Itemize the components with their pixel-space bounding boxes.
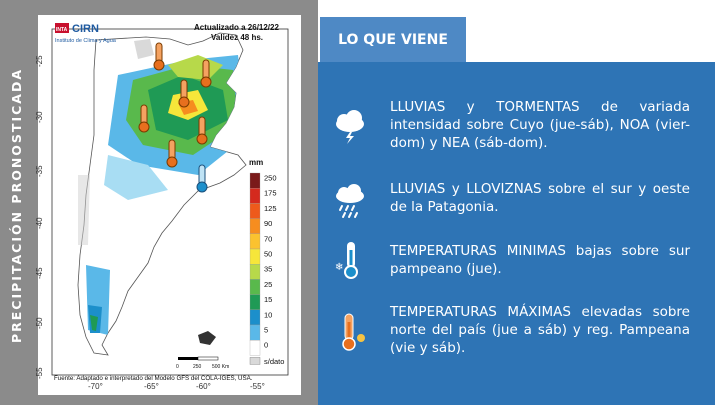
svg-text:-70°: -70°: [88, 382, 103, 391]
legend-swatch: [250, 310, 260, 325]
legend-swatch: [250, 188, 260, 203]
svg-text:-30: -30: [35, 111, 44, 123]
latitude-labels: [35, 55, 44, 379]
updated-date: Actualizado a 26/12/22: [194, 23, 279, 32]
vertical-title-text: PRECIPITACIÓN PRONOSTICADA: [9, 67, 25, 343]
svg-text:-55°: -55°: [250, 382, 265, 391]
vertical-title: [2, 60, 32, 350]
map-cold-thermometer-icon: [197, 165, 207, 192]
legend-label: 70: [264, 234, 273, 244]
precipitation-map: [35, 15, 301, 395]
section-header: LO QUE VIENE: [320, 17, 466, 63]
svg-text:-45: -45: [35, 267, 44, 279]
storm-cloud-icon: [330, 106, 370, 146]
svg-text:0: 0: [176, 364, 179, 370]
legend-swatch: [250, 279, 260, 294]
svg-text:INTA: INTA: [56, 27, 68, 33]
cold-thermometer-icon: [330, 240, 370, 280]
forecast-item-max-temp: TEMPERATURAS MÁXIMAS elevadas sobre norte del país (jue a sáb) y reg. Pampeana (vie y sáb).: [390, 304, 690, 356]
rain-cloud-icon: [330, 180, 370, 220]
legend-label: 90: [264, 219, 273, 229]
legend-label: 175: [264, 188, 277, 198]
legend-unit: mm: [249, 158, 264, 167]
forecast-item-storms: LLUVIAS y TORMENTAS de variada intensidad sobre Cuyo (jue-sáb), NOA (vier-dom) y NEA (sáb-dom).: [390, 99, 690, 151]
left-panel: [0, 0, 318, 405]
svg-text:-60°: -60°: [196, 382, 211, 391]
legend-swatch: [250, 340, 260, 355]
cirn-logo: CIRN: [72, 23, 99, 35]
legend-swatch: [250, 173, 260, 188]
legend-swatch: [250, 219, 260, 234]
legend-label: 10: [264, 310, 273, 320]
svg-text:-35: -35: [35, 165, 44, 177]
forecast-panel: [318, 62, 715, 405]
legend-swatch: [250, 203, 260, 218]
forecast-item-min-temp: TEMPERATURAS MINIMAS bajas sobre sur pampeano (jue).: [390, 243, 690, 277]
svg-text:500 Km: 500 Km: [212, 364, 230, 370]
hot-thermometer-icon: [330, 312, 370, 352]
legend-label: 250: [264, 173, 277, 183]
legend-label: 5: [264, 325, 269, 335]
map-source: Fuente: Adaptado e interpretado del Modelo GFS del COLA-IGES, USA.: [54, 375, 253, 382]
legend-swatch: [250, 264, 260, 279]
legend-label: s/dato: [264, 356, 285, 366]
forecast-map-card: [35, 15, 301, 395]
legend-swatch: [250, 295, 260, 310]
svg-text:250: 250: [193, 364, 202, 370]
legend-label: 125: [264, 203, 277, 213]
svg-text:-25: -25: [35, 55, 44, 67]
legend-label: 25: [264, 279, 273, 289]
forecast-item-rain: LLUVIAS y LLOVIZNAS sobre el sur y oeste de la Patagonia.: [390, 181, 690, 215]
legend-label: 35: [264, 264, 273, 274]
svg-text:-40: -40: [35, 217, 44, 229]
svg-text:-65°: -65°: [144, 382, 159, 391]
svg-text:Instituto de Clima y Agua: Instituto de Clima y Agua: [55, 38, 116, 44]
legend-label: 0: [264, 340, 269, 350]
svg-text:-55: -55: [35, 367, 44, 379]
legend-swatch: [250, 249, 260, 264]
legend-label: 15: [264, 295, 273, 305]
legend-swatch-no-data: [250, 357, 260, 364]
longitude-labels: [88, 382, 265, 391]
legend-label: 50: [264, 249, 273, 259]
svg-text:❄: ❄: [335, 262, 344, 273]
legend-swatch: [250, 325, 260, 340]
validity: Validez 48 hs.: [211, 33, 264, 42]
legend-swatch: [250, 234, 260, 249]
svg-text:-50: -50: [35, 317, 44, 329]
